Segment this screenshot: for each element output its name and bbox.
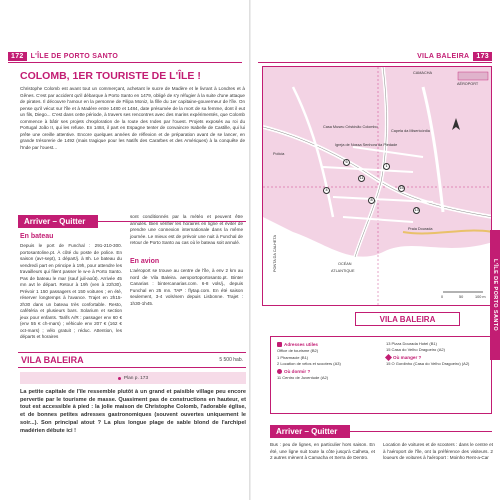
- side-tab: L'ÎLE DE PORTO SANTO: [490, 230, 500, 360]
- legend-item: 1 Pharmacie (B1): [277, 354, 309, 360]
- legend-item: 2 Location de vélos et scooters (A3): [277, 361, 341, 367]
- right-running-header: [417, 52, 492, 61]
- map-label-praia: Praia Dourada: [408, 227, 433, 231]
- legend-col-1: [277, 341, 377, 381]
- map-label-ocean: OCÉAN: [338, 262, 352, 266]
- airport-area: [458, 72, 488, 80]
- bateau-paragraph: Depuis le port de Funchal : 291-210-300. portosantoline.pt. À côté du poste de police. En saison (avr-sept), 1 départ/j. à 8h. Le bateau du vendredi part en principe à 19h, pour attendre les travailleurs qui filent passer le w-e à Porto Santo. Pas de bateau le mar (sauf juil-août). Arrivée 45 mn avt le départ. Retour à 19h (ven à 22h30). Prévoir 1 150 passagers et 150 voitures ; en été, réserver longtemps à l'avance. Trajet en 2h15-2h30 dans un bateau très confortable. Resto, cafétéria et plusieurs bars. Solarium et section jeux pour enfants. Tarifs A/R : passager env 60 € (env 55 € ch-mars) ; véhicule env 207 € (162 € oct-mars) ; vélo gratuit ; réduc. Attention, les départs et horaires: [20, 243, 122, 340]
- scale-label-50: 50: [459, 295, 464, 299]
- map-label-policia: Polícia: [273, 152, 285, 156]
- legend-item: 15 Casa do Velho Dragoeiro (A2): [386, 347, 445, 353]
- scale-label-0: 0: [441, 295, 444, 299]
- avion-paragraph: L'aéroport se trouve au centre de l'île, à env 2 km au nord de Vila Baleira. aeroportoportosanto.pt. Binter Canarias : bintercanarias.com. 6-8 vols/j., depuis Funchal en 25 mn. TAP : flytap.com. En été saison seulement, 3-4 vols/sem depuis Lisbonne. Trajet : 1h30-1h45.: [130, 268, 243, 306]
- plan-reference: [20, 372, 246, 384]
- location-paragraph: Location de voitures et de scooters : dans le centre et à l'aéroport de l'île, ont la préférence des visiteurs. 2 loueurs de voitures à l'aéroport : Moinho Rent-a-Car: [383, 442, 493, 461]
- population: 5 500 hab.: [219, 357, 243, 363]
- city-map: [262, 66, 492, 306]
- fork-icon: [385, 354, 392, 361]
- intro-paragraph: Christophe Colomb est avant tout un commerçant, achetant le sucre de Madère et le livrant à Londres et à Gênes. C'est par accident qu'il débarque à Porto Santo en 1479, obligé de s'y réfugier à la suite d'une attaque de pirates. Il découvre l'amour en la personne de Filipa Moniz, la fille du 1er capitaine-gouverneur de l'île. On pense qu'il vécut sur l'île et à Madère entre 1480 et 1484, date présumée de la mort de sa femme, dont il eut un fils, Diego... C'est dans cette période, à travers ses rencontres avec des marins expérimentés, que Colomb commence à bâtir ses projets d'exploration de la route des Indes par l'ouest. Projets exposés au roi du Portugal João II, qui les refuse. En 1484, il part en Espagne tenter de convaincre Isabelle de Castille, qui lui prête une oreille attentive. Encore quelques années de réflexion et de préparation avant de se lancer, en grande trésorerie de 1492 (mais tragique pour les Natifs des Caraïbes et des Amériques) à la conquête de l'Inde par l'ouest...: [20, 86, 245, 150]
- map-label-airport: AÉROPORT: [457, 82, 479, 86]
- right-header-rule: [258, 62, 492, 63]
- left-header-label: L'ÎLE DE PORTO SANTO: [30, 53, 119, 60]
- place-name: VILA BALEIRA: [21, 355, 84, 365]
- chapter-title: COLOMB, 1ER TOURISTE DE L'ÎLE !: [20, 70, 201, 82]
- map-pin[interactable]: 15: [399, 186, 404, 190]
- arriver-quitter-heading-right: Arriver – Quitter: [270, 425, 350, 438]
- legend-dormir-head: [277, 368, 377, 375]
- right-page-number: 173: [473, 52, 492, 61]
- legend-dormir-title: Où dormir ?: [284, 368, 311, 374]
- right-header-label: VILA BALEIRA: [417, 53, 470, 60]
- vila-baleira-intro: La petite capitale de l'île ressemble plutôt à un grand et paisible village peu encore pervertie par le tourisme de masse. Quasiment pas de constructions en hauteur, et tout est accessible à pied : la jolie maison de Christophe Colomb, l'adorable église, et de bonnes petites adresses gastronomiques (souvent ouvertes uniquement le soir...). Son principal atout ? La plus longue plage de sable blond de l'archipel madérien débute ici !: [20, 389, 246, 434]
- arriver-quitter-heading-left: Arriver – Quitter: [18, 215, 98, 228]
- legend-adresses-title: Adresses utiles: [284, 342, 318, 347]
- map-label-camacha: CAMACHA: [413, 71, 432, 75]
- east-road: [423, 87, 443, 212]
- map-label-igreja: Igreja de Nossa Senhora da Piedade: [335, 143, 398, 147]
- legend-col-2: [386, 341, 488, 368]
- map-pin[interactable]: 8: [368, 197, 375, 204]
- map-label-atlantic: ATLANTIQUE: [331, 269, 355, 273]
- bateau-paragraph-continued: sont conditionnés par la météo et peuvent être annulés. Bien vérifier les horaires en ligne et éviter de prendre une connexion internationale dans la même journée. Le mieux est de prévoir une nuit à Funchal de retour de Porto Santo au cas où le bateau soit annulé.: [130, 214, 243, 246]
- map-legend: [270, 336, 492, 414]
- bus-paragraph: Bus : peu de lignes, en particulier hors saison. En été, une ligne suit toute la côte jusqu'à Calheta, et 2 autres mènent à Camacha et Serra de Dentro.: [270, 442, 375, 461]
- bed-icon: [277, 369, 282, 374]
- section-rule: [350, 431, 492, 432]
- legend-manger-head: [386, 354, 488, 361]
- map-streets: [263, 67, 492, 306]
- right-page: [250, 0, 500, 500]
- place-header: [18, 352, 246, 368]
- scale-label-100: 100 m: [475, 295, 486, 299]
- map-pin[interactable]: 11: [359, 176, 364, 180]
- map-pin[interactable]: 4: [323, 187, 330, 194]
- avion-subheading: En avion: [130, 258, 160, 265]
- bullet-icon: [118, 377, 121, 380]
- left-header-rule: [8, 62, 242, 63]
- map-label-capela: Capela da Misericórdia: [391, 129, 430, 133]
- main-road: [263, 127, 492, 217]
- map-title: VILA BALEIRA: [355, 312, 460, 326]
- map-pin[interactable]: 6: [343, 159, 350, 166]
- map-label-casa: Casa Museu Cristóvão Colombo: [323, 125, 378, 129]
- legend-item: 15 O Gordinho (Casa do Velho Dragoeiro) (A2): [386, 361, 470, 367]
- info-icon: [277, 342, 282, 347]
- north-road: [355, 67, 387, 257]
- left-page-number: 172: [8, 52, 27, 61]
- bateau-subheading: En bateau: [20, 233, 54, 240]
- plan-reference-text: Plan p. 173: [123, 375, 149, 381]
- legend-adresses-head: [277, 341, 377, 348]
- left-running-header: [8, 52, 118, 61]
- legend-manger-title: Où manger ?: [393, 354, 422, 360]
- legend-item: 11 Centro de Juventude (A2): [277, 374, 329, 380]
- compass-north-icon: [449, 118, 463, 132]
- legend-item: Office de tourisme (B2): [277, 348, 319, 354]
- map-pin[interactable]: 13: [414, 208, 419, 212]
- map-label-ponta: PONTA DA CALHETA: [273, 235, 277, 272]
- legend-item: 13 Pizza Dourada Hotel (B1): [386, 341, 437, 346]
- map-pin[interactable]: 1: [383, 163, 390, 170]
